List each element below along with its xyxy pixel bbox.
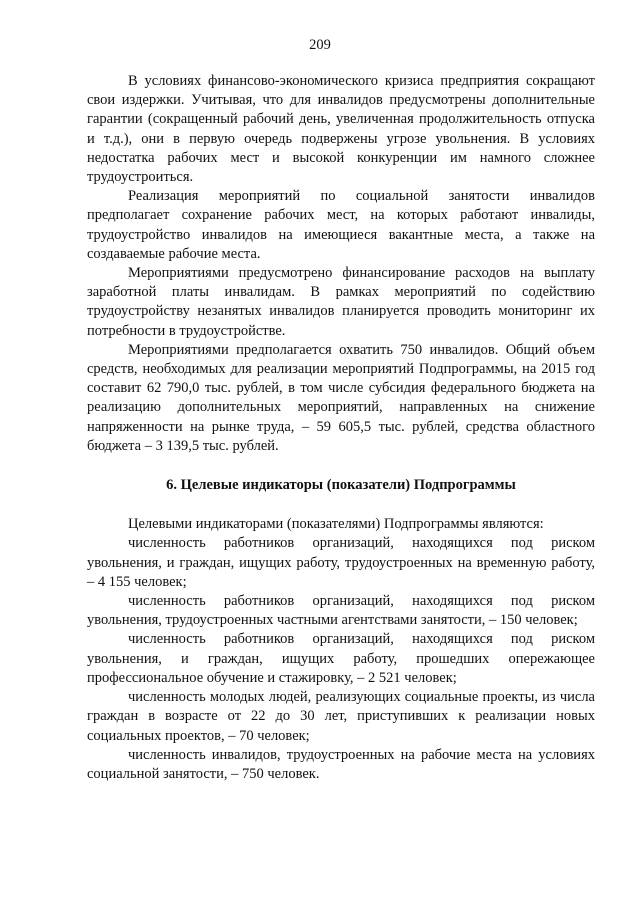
body-paragraph: В условиях финансово-экономического кризиса предприятия сокращают свои издержки. Учитывая, что для инвалидов предусмотрены дополнительные гарантии (сокращенный рабочий день, увеличенная продолжительность отпуска и т.д.), они в первую очередь подвержены угрозе увольнения. В условиях недостатка рабочих мест и высокой конкуренции им намного сложнее трудоустроиться. <box>87 73 595 186</box>
body-paragraph: Мероприятиями предусмотрено финансирование расходов на выплату заработной платы инвалидам. В рамках мероприятий по содействию трудоустройству незанятых инвалидов планируется проводить мониторинг их потребности в трудоустройстве. <box>87 265 595 339</box>
indicator-item: численность работников организаций, находящихся под риском увольнения, и граждан, ищущих работу, трудоустроенных на временную работу, – 4 155 человек; <box>87 535 595 590</box>
body-paragraph: Реализация мероприятий по социальной занятости инвалидов предполагает сохранение рабочих мест, на которых работают инвалиды, трудоустройство инвалидов на имеющиеся вакантные места, а также на создаваемые рабочие места. <box>87 188 595 262</box>
document-body <box>87 72 595 784</box>
indicator-list <box>87 515 595 784</box>
indicator-intro: Целевыми индикаторами (показателями) Подпрограммы являются: <box>128 516 544 533</box>
page-number: 209 <box>309 37 331 53</box>
body-paragraph: Мероприятиями предполагается охватить 750 инвалидов. Общий объем средств, необходимых для реализации мероприятий Подпрограммы, на 2015 год составит 62 790,0 тыс. рублей, в том числе субсидия федерального бюджета на реализацию дополнительных мероприятий, направленных на снижение напряженности на рынке труда, – 59 605,5 тыс. рублей, средства областного бюджета – 3 139,5 тыс. рублей. <box>87 341 595 454</box>
indicator-item: численность работников организаций, находящихся под риском увольнения, трудоустроенных частными агентствами занятости, – 150 человек; <box>87 593 595 629</box>
indicator-item: численность молодых людей, реализующих социальные проекты, из числа граждан в возрасте от 22 до 30 лет, приступивших к реализации новых социальных проектов, – 70 человек; <box>87 689 595 744</box>
section-heading: 6. Целевые индикаторы (показатели) Подпрограммы <box>166 477 516 494</box>
indicator-item: численность инвалидов, трудоустроенных на рабочие места на условиях социальной занятости, – 750 человек. <box>87 746 595 782</box>
indicator-item: численность работников организаций, находящихся под риском увольнения, и граждан, ищущих работу, прошедших опережающее профессиональное обучение и стажировку, – 2 521 человек; <box>87 631 595 686</box>
